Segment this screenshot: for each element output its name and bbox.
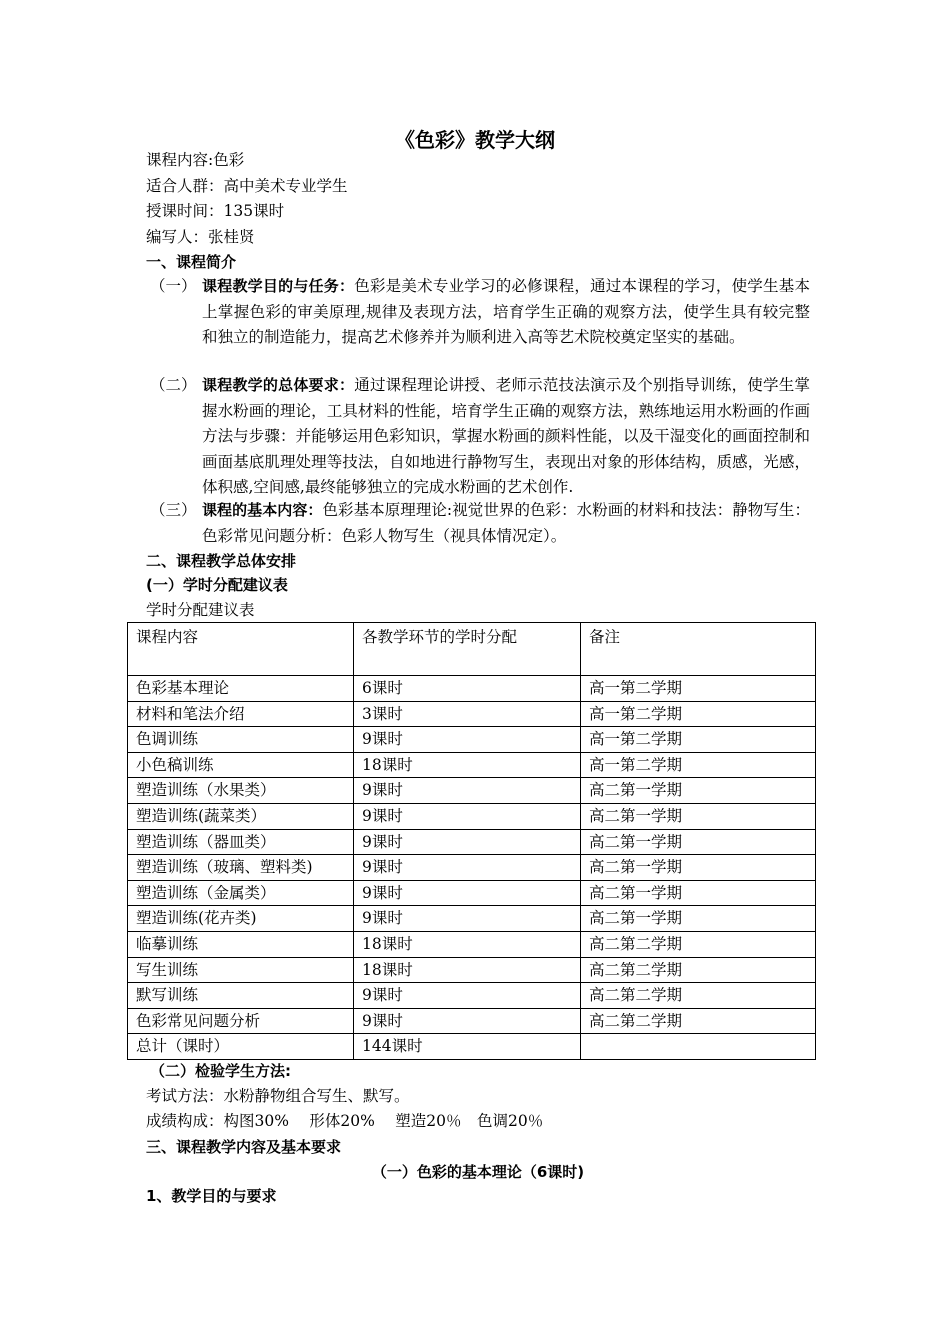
section2-subheading-hours: (一）学时分配建议表 [146,576,288,594]
item-text: 色彩是美术专业学习的必修课程，通过本课程的学习，使学生基本上掌握色彩的审美原理,规律及表现方法，培育学生正确的观察方法，使学生具有较完整和独立的制造能力，提高艺术修养并为顺利进入高等艺术院校奠定坚实的基础。 [202,277,810,346]
table-cell: 高一第二学期 [581,676,816,702]
table-header-cell: 课程内容 [128,623,354,676]
table-row [128,727,816,753]
table-cell: 9课时 [354,983,581,1009]
table-cell: 高二第二学期 [581,931,816,957]
table-cell: 临摹训练 [128,931,354,957]
meta-course-content: 课程内容:色彩 [146,151,245,169]
table-cell: 高二第一学期 [581,906,816,932]
item-text: 色彩基本原理理论:视觉世界的色彩：水粉画的材料和技法：静物写生：色彩常见问题分析：色彩人物写生（视具体情况定）。 [202,501,810,545]
table-cell: 9课时 [354,727,581,753]
grading-composition: 成绩构成：构图30% 形体20% 塑造20％ 色调20％ [146,1112,544,1130]
table-row [128,803,816,829]
table-cell: 高二第二学期 [581,983,816,1009]
table-cell: 高二第一学期 [581,855,816,881]
table-cell: 高二第二学期 [581,957,816,983]
table-cell: 默写训练 [128,983,354,1009]
table-cell: 高一第二学期 [581,727,816,753]
section2-subheading-exam: （二）检验学生方法: [150,1062,291,1080]
table-row [128,880,816,906]
item-number: （一） [150,277,197,295]
table-header-cell: 各教学环节的学时分配 [354,623,581,676]
table-cell: 塑造训练(蔬菜类） [128,803,354,829]
item-text: 通过课程理论讲授、老师示范技法演示及个别指导训练，使学生掌握水粉画的理论，工具材料的性能，培育学生正确的观察方法，熟练地运用水粉画的作画方法与步骤：并能够运用色彩知识，掌握水粉画的颜料性能，以及干湿变化的画面控制和画面基底肌理处理等技法，自如地进行静物写生，表现出对象的形体结构，质感，光感，体积感,空间感,最终能够独立的完成水粉画的艺术创作. [202,376,810,496]
item-number: （二） [150,376,197,394]
table-row [128,778,816,804]
table-row [128,855,816,881]
section3-heading: 三、课程教学内容及基本要求 [146,1138,342,1156]
table-total-row [128,1034,816,1060]
table-header-row [128,623,816,676]
hours-allocation-table [127,622,816,1060]
table-caption: 学时分配建议表 [146,601,255,619]
table-row [128,701,816,727]
section3-subheading: （一）色彩的基本理论（6课时) [371,1163,585,1181]
table-cell: 高二第一学期 [581,803,816,829]
table-cell: 塑造训练（水果类） [128,778,354,804]
table-cell: 色调训练 [128,727,354,753]
table-cell: 9课时 [354,855,581,881]
table-cell: 色彩常见问题分析 [128,1008,354,1034]
section1-item-1 [146,274,810,351]
item-lead: 课程的基本内容： [202,501,323,519]
table-cell: 塑造训练（器皿类） [128,829,354,855]
section1-item-3 [146,498,810,549]
table-cell: 色彩基本理论 [128,676,354,702]
table-cell: 高一第二学期 [581,701,816,727]
table-cell: 9课时 [354,906,581,932]
section2-heading: 二、课程教学总体安排 [146,552,297,570]
table-cell: 18课时 [354,752,581,778]
table-row [128,1008,816,1034]
exam-method: 考试方法：水粉静物组合写生、默写。 [146,1087,410,1105]
table-cell: 总计（课时） [128,1034,354,1060]
document-title: 《色彩》教学大纲 [395,128,555,152]
section1-heading: 一、课程简介 [146,253,237,271]
table-cell: 18课时 [354,957,581,983]
item-lead: 课程教学目的与任务： [202,277,355,295]
table-row [128,676,816,702]
item-number: （三） [150,501,197,519]
item-lead: 课程教学的总体要求： [202,376,355,394]
table-cell: 高二第一学期 [581,829,816,855]
table-row [128,829,816,855]
table-row [128,983,816,1009]
table-cell: 6课时 [354,676,581,702]
table-row [128,957,816,983]
table-cell: 塑造训练（金属类） [128,880,354,906]
table-row [128,752,816,778]
table-cell [581,1034,816,1060]
table-cell: 9课时 [354,778,581,804]
table-cell: 写生训练 [128,957,354,983]
table-cell: 9课时 [354,803,581,829]
table-cell: 9课时 [354,1008,581,1034]
table-cell: 9课时 [354,880,581,906]
table-cell: 塑造训练（玻璃、塑料类) [128,855,354,881]
meta-author: 编写人：张桂贤 [146,228,255,246]
table-cell: 小色稿训练 [128,752,354,778]
table-cell: 高二第一学期 [581,880,816,906]
table-row [128,906,816,932]
meta-hours: 授课时间：135课时 [146,202,285,220]
table-row [128,931,816,957]
table-cell: 高一第二学期 [581,752,816,778]
table-cell: 材料和笔法介绍 [128,701,354,727]
table-cell: 塑造训练(花卉类) [128,906,354,932]
table-cell: 3课时 [354,701,581,727]
table-cell: 高二第一学期 [581,778,816,804]
table-header-cell: 备注 [581,623,816,676]
section1-item-2 [146,373,810,501]
section3-point-1: 1、教学目的与要求 [146,1187,277,1205]
table-cell: 高二第二学期 [581,1008,816,1034]
table-cell: 18课时 [354,931,581,957]
table-cell: 9课时 [354,829,581,855]
meta-audience: 适合人群：高中美术专业学生 [146,177,348,195]
table-cell: 144课时 [354,1034,581,1060]
